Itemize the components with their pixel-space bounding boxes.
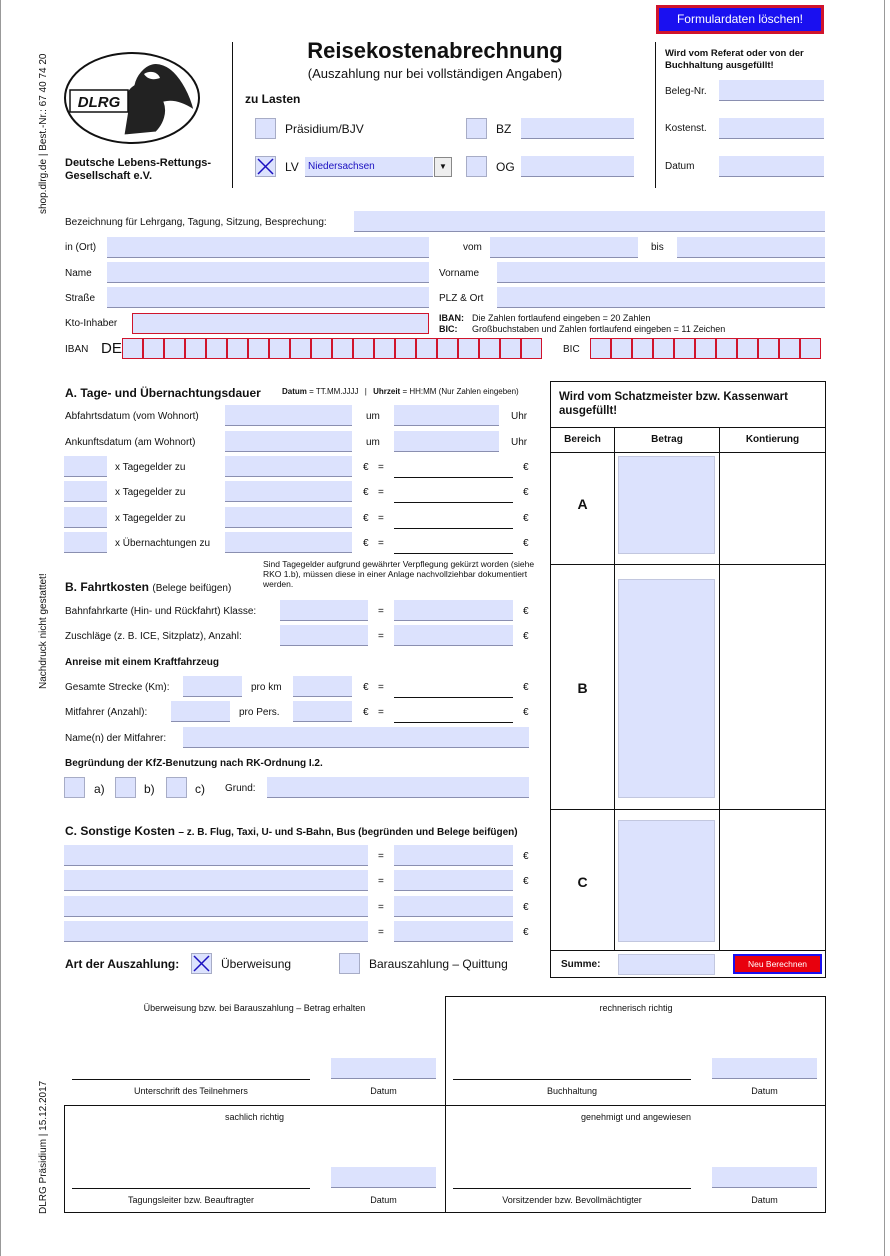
sonstige4-total[interactable] (394, 921, 513, 942)
signature-divider (445, 1105, 826, 1106)
bic-label: BIC (563, 344, 580, 355)
iban-hint-label: IBAN: (439, 313, 464, 323)
row-a-label: A (577, 496, 588, 512)
treasurer-rule-3 (550, 564, 826, 565)
iban-digit-box[interactable] (395, 338, 416, 359)
iban-digit-box[interactable] (332, 338, 353, 359)
iban-digit-box[interactable] (416, 338, 437, 359)
sonstige2-euro: € (523, 876, 529, 887)
mitfahrer-total (394, 722, 513, 723)
zuschlaege-eq: = (378, 631, 384, 642)
mitfahrer-euro: € (363, 707, 369, 718)
ankunft-date-field[interactable] (225, 431, 352, 452)
chevron-down-icon[interactable]: ▼ (434, 157, 452, 177)
pro-pers-field[interactable] (293, 701, 352, 722)
tagegeld1-label: x Tagegelder zu (115, 462, 186, 473)
kto-field[interactable] (132, 313, 429, 334)
uebernachtung-total (394, 553, 513, 554)
tagegeld-note: Sind Tagegelder aufgrund gewährter Verpflegung gekürzt worden (siehe RKO 1.b), müssen diese in einer Anlage nachvollziehbar dokumentiert werden. (263, 559, 535, 589)
abfahrt-date-field[interactable] (225, 405, 352, 426)
box4-sig-line (453, 1188, 691, 1189)
pro-km-field[interactable] (293, 676, 352, 697)
treasurer-rule-2 (550, 452, 826, 453)
og-field[interactable] (521, 156, 634, 177)
strasse-field[interactable] (107, 287, 429, 308)
box2-title: rechnerisch richtig (599, 1003, 673, 1013)
box4-date-label: Datum (751, 1195, 778, 1205)
kostenst-label: Kostenst. (665, 123, 707, 134)
box1-date-field[interactable] (331, 1058, 436, 1079)
sonstige3-total[interactable] (394, 896, 513, 917)
strasse-label: Straße (65, 293, 96, 304)
bahn-eq: = (378, 606, 384, 617)
mitfahrer-label: Mitfahrer (Anzahl): (65, 707, 148, 718)
plz-label: PLZ & Ort (439, 293, 484, 304)
iban-digit-box[interactable] (290, 338, 311, 359)
recalculate-button[interactable]: Neu Berechnen (733, 954, 822, 974)
ueberweisung-check-x-icon (192, 954, 211, 973)
kfz-heading: Anreise mit einem Kraftfahrzeug (65, 657, 219, 668)
uebernachtung-euro: € (363, 538, 369, 549)
header-divider-left (232, 42, 233, 188)
bic-char-box[interactable] (779, 338, 800, 359)
bic-char-box[interactable] (716, 338, 737, 359)
og-checkbox[interactable] (466, 156, 487, 177)
strecke-total-euro: € (523, 682, 529, 693)
uebernachtung-count[interactable] (64, 532, 107, 553)
abfahrt-time-field[interactable] (394, 405, 499, 426)
referat-datum-label: Datum (665, 161, 695, 172)
datum-hint: Datum = TT.MM.JJJJ | Uhrzeit = HH:MM (Nur Zahlen eingeben) (282, 387, 519, 396)
row-c-label: C (577, 874, 588, 890)
tagegeld1-eq: = (378, 462, 384, 473)
reason-a-checkbox[interactable] (64, 777, 85, 798)
lasten-label: zu Lasten (245, 92, 301, 106)
tagegeld3-euro: € (363, 513, 369, 524)
col-kontierung: Kontierung (745, 434, 800, 445)
lv-label: LV (285, 160, 299, 174)
box1-sig-line (72, 1079, 310, 1080)
iban-digit-box[interactable] (479, 338, 500, 359)
zuschlaege-field[interactable] (280, 625, 368, 646)
box3-sig-line (72, 1188, 310, 1189)
zuschlaege-total[interactable] (394, 625, 513, 646)
col-bereich: Bereich (564, 434, 601, 445)
side-reprint-notice: Nachdruck nicht gestattet! (38, 573, 49, 689)
uebernachtung-rate[interactable] (225, 532, 352, 553)
referat-heading-2: Buchhaltung ausgefüllt! (665, 60, 774, 71)
reason-c-label: c) (195, 782, 205, 796)
tagegeld3-total (394, 528, 513, 529)
mitfahrer-eq: = (378, 707, 384, 718)
iban-digit-box[interactable] (227, 338, 248, 359)
payment-label: Art der Auszahlung: (65, 957, 180, 971)
namen-field[interactable] (183, 727, 529, 748)
tagegeld1-count[interactable] (64, 456, 107, 477)
box1-date-label: Datum (370, 1086, 397, 1096)
side-edition-text: DLRG Präsidium | 15.12.2017 (38, 1080, 49, 1214)
zuschlaege-label: Zuschläge (z. B. ICE, Sitzplatz), Anzahl: (65, 631, 242, 642)
treasurer-heading: Wird vom Schatzmeister bzw. Kassenwart ausgefüllt! (559, 391, 788, 417)
sonstige2-eq: = (378, 876, 384, 887)
iban-digit-box[interactable] (437, 338, 458, 359)
vom-label: vom (463, 242, 482, 253)
name-label: Name (65, 268, 92, 279)
tagegeld2-count[interactable] (64, 481, 107, 502)
iban-digit-box[interactable] (521, 338, 542, 359)
referat-heading-1: Wird vom Referat oder von der (665, 48, 804, 59)
praesidium-checkbox[interactable] (255, 118, 276, 139)
header-divider-right (655, 42, 656, 188)
tagegeld3-eq: = (378, 513, 384, 524)
iban-hint: Die Zahlen fortlaufend eingeben = 20 Zahlen (472, 313, 651, 323)
ankunft-label: Ankunftsdatum (am Wohnort) (65, 437, 196, 448)
treasurer-col-2 (719, 427, 720, 950)
box3-title: sachlich richtig (224, 1112, 285, 1122)
tagegeld2-total (394, 502, 513, 503)
sonstige3-euro: € (523, 902, 529, 913)
clear-form-button[interactable]: Formulardaten löschen! (656, 5, 824, 34)
bis-field[interactable] (677, 237, 825, 258)
pro-km-label: pro km (251, 682, 282, 693)
org-name-line2: Gesellschaft e.V. (65, 170, 153, 182)
iban-digit-box[interactable] (164, 338, 185, 359)
bahn-euro: € (523, 606, 529, 617)
bezeichnung-field[interactable] (354, 211, 825, 232)
treasurer-rule-5 (550, 950, 826, 951)
plz-field[interactable] (497, 287, 825, 308)
sonstige3-eq: = (378, 902, 384, 913)
strecke-total (394, 697, 513, 698)
form-subtitle: (Auszahlung nur bei vollständigen Angaben) (307, 66, 563, 81)
bar-checkbox[interactable] (339, 953, 360, 974)
tagegeld2-eq: = (378, 487, 384, 498)
box2-sig-label: Buchhaltung (546, 1086, 598, 1096)
sonstige4-euro: € (523, 927, 529, 938)
bz-field[interactable] (521, 118, 634, 139)
treasurer-rule-4 (550, 809, 826, 810)
abfahrt-uhr-label: Uhr (511, 411, 528, 422)
strecke-euro: € (363, 682, 369, 693)
referat-datum-field[interactable] (719, 156, 824, 177)
ankunft-time-field[interactable] (394, 431, 499, 452)
iban-digit-box[interactable] (500, 338, 521, 359)
box1-sig-label: Unterschrift des Teilnehmers (134, 1086, 248, 1096)
box4-date-field[interactable] (712, 1167, 817, 1188)
tagegeld1-euro: € (363, 462, 369, 473)
bic-char-box[interactable] (800, 338, 821, 359)
tagegeld2-total-euro: € (523, 487, 529, 498)
summe-label: Summe: (561, 959, 601, 970)
section-b-title: B. Fahrtkosten (Belege beifügen) (65, 580, 232, 594)
iban-digit-box[interactable] (206, 338, 227, 359)
reason-a-label: a) (94, 782, 105, 796)
mitfahrer-field[interactable] (171, 701, 230, 722)
org-name-line1: Deutsche Lebens-Rettungs- (65, 157, 212, 169)
ueberweisung-label: Überweisung (221, 957, 292, 971)
lv-check-x-icon (256, 157, 275, 176)
box4-sig-label: Vorsitzender bzw. Bevollmächtigter (502, 1195, 642, 1205)
og-label: OG (496, 160, 515, 174)
iban-label: IBAN (65, 344, 89, 355)
bic-char-box[interactable] (632, 338, 653, 359)
reason-b-checkbox[interactable] (115, 777, 136, 798)
betrag-b-field[interactable] (618, 579, 715, 798)
page-edge-right (884, 0, 885, 1256)
bar-label: Barauszahlung – Quittung (369, 957, 508, 971)
iban-digit-box[interactable] (269, 338, 290, 359)
bic-hint-label: BIC: (439, 324, 458, 334)
bic-char-box[interactable] (653, 338, 674, 359)
tagegeld2-euro: € (363, 487, 369, 498)
lv-select[interactable]: Niedersachsen (305, 157, 433, 177)
abfahrt-um-label: um (366, 411, 380, 422)
tagegeld3-label: x Tagegelder zu (115, 513, 186, 524)
betrag-c-field[interactable] (618, 820, 715, 942)
kto-label: Kto-Inhaber (65, 318, 118, 329)
zuschlaege-euro: € (523, 631, 529, 642)
form-title: Reisekostenabrechnung (307, 38, 563, 63)
iban-digit-box[interactable] (458, 338, 479, 359)
iban-digit-box[interactable] (374, 338, 395, 359)
ort-field[interactable] (107, 237, 429, 258)
sonstige4-field[interactable] (64, 921, 368, 942)
sonstige1-total[interactable] (394, 845, 513, 866)
name-field[interactable] (107, 262, 429, 283)
abfahrt-label: Abfahrtsdatum (vom Wohnort) (65, 411, 199, 422)
sonstige2-total[interactable] (394, 870, 513, 891)
reason-c-checkbox[interactable] (166, 777, 187, 798)
betrag-a-field[interactable] (618, 456, 715, 554)
tagegeld2-rate[interactable] (225, 481, 352, 502)
section-c-title: C. Sonstige Kosten – z. B. Flug, Taxi, U- und S-Bahn, Bus (begründen und Belege beifügen) (65, 824, 518, 838)
sonstige1-eq: = (378, 851, 384, 862)
tagegeld2-label: x Tagegelder zu (115, 487, 186, 498)
ort-label: in (Ort) (65, 242, 97, 253)
uebernachtung-label: x Übernachtungen zu (115, 538, 211, 549)
ueberweisung-checkbox[interactable] (191, 953, 212, 974)
tagegeld3-total-euro: € (523, 513, 529, 524)
row-b-label: B (577, 680, 588, 696)
strecke-field[interactable] (183, 676, 242, 697)
iban-digit-box[interactable] (185, 338, 206, 359)
uebernachtung-total-euro: € (523, 538, 529, 549)
reason-b-label: b) (144, 782, 155, 796)
iban-digit-box[interactable] (353, 338, 374, 359)
sonstige3-field[interactable] (64, 896, 368, 917)
strecke-label: Gesamte Strecke (Km): (65, 682, 170, 693)
box4-title: genehmigt und angewiesen (580, 1112, 692, 1122)
bic-char-box[interactable] (758, 338, 779, 359)
grund-field[interactable] (267, 777, 529, 798)
sonstige1-euro: € (523, 851, 529, 862)
box1-title: Überweisung bzw. bei Barauszahlung – Betrag erhalten (143, 1003, 366, 1013)
summe-field[interactable] (618, 954, 715, 975)
box3-date-field[interactable] (331, 1167, 436, 1188)
tagegeld1-total-euro: € (523, 462, 529, 473)
box2-date-label: Datum (751, 1086, 778, 1096)
sonstige1-field[interactable] (64, 845, 368, 866)
bezeichnung-label: Bezeichnung für Lehrgang, Tagung, Sitzung, Besprechung: (65, 217, 327, 228)
box2-sig-line (453, 1079, 691, 1080)
iban-prefix: DE (101, 340, 122, 357)
bic-char-box[interactable] (737, 338, 758, 359)
vorname-label: Vorname (439, 268, 480, 279)
iban-digit-box[interactable] (248, 338, 269, 359)
bahn-total[interactable] (394, 600, 513, 621)
strecke-eq: = (378, 682, 384, 693)
grund-label: Grund: (225, 783, 256, 794)
tagegeld1-total (394, 477, 513, 478)
sonstige4-eq: = (378, 927, 384, 938)
kostenst-field[interactable] (719, 118, 824, 139)
iban-digit-box[interactable] (311, 338, 332, 359)
box2-date-field[interactable] (712, 1058, 817, 1079)
section-a-title: A. Tage- und Übernachtungsdauer (65, 386, 261, 400)
beleg-field[interactable] (719, 80, 824, 101)
mitfahrer-total-euro: € (523, 707, 529, 718)
vom-field[interactable] (490, 237, 638, 258)
bic-hint: Großbuchstaben und Zahlen fortlaufend eingeben = 11 Zeichen (472, 324, 726, 334)
bis-label: bis (651, 242, 664, 253)
namen-label: Name(n) der Mitfahrer: (65, 733, 167, 744)
page-edge-left (0, 0, 1, 1256)
box3-sig-label: Tagungsleiter bzw. Beauftragter (127, 1195, 255, 1205)
vorname-field[interactable] (497, 262, 825, 283)
bahn-label: Bahnfahrkarte (Hin- und Rückfahrt) Klasse: (65, 606, 257, 617)
praesidium-label: Präsidium/BJV (285, 122, 364, 136)
tagegeld3-count[interactable] (64, 507, 107, 528)
bz-label: BZ (496, 122, 512, 136)
logo-text: DLRG (77, 94, 121, 111)
bic-char-box[interactable] (590, 338, 611, 359)
ankunft-uhr-label: Uhr (511, 437, 528, 448)
tagegeld1-rate[interactable] (225, 456, 352, 477)
iban-digit-box[interactable] (122, 338, 143, 359)
side-order-text: shop.dlrg.de | Best.-Nr.: 67 40 74 20 (38, 53, 49, 214)
bic-char-box[interactable] (611, 338, 632, 359)
bahn-field[interactable] (280, 600, 368, 621)
lv-checkbox[interactable] (255, 156, 276, 177)
box3-date-label: Datum (370, 1195, 397, 1205)
ankunft-um-label: um (366, 437, 380, 448)
uebernachtung-eq: = (378, 538, 384, 549)
tagegeld3-rate[interactable] (225, 507, 352, 528)
bic-char-box[interactable] (674, 338, 695, 359)
beleg-label: Beleg-Nr. (665, 86, 707, 97)
pro-pers-label: pro Pers. (239, 707, 280, 718)
sonstige2-field[interactable] (64, 870, 368, 891)
treasurer-rule-1 (550, 427, 826, 428)
begruendung-heading: Begründung der KfZ-Benutzung nach RK-Ordnung I.2. (65, 758, 323, 769)
dlrg-logo (64, 50, 204, 146)
bic-char-box[interactable] (695, 338, 716, 359)
col-betrag: Betrag (651, 434, 683, 445)
iban-digit-box[interactable] (143, 338, 164, 359)
treasurer-col-1 (614, 427, 615, 950)
bz-checkbox[interactable] (466, 118, 487, 139)
